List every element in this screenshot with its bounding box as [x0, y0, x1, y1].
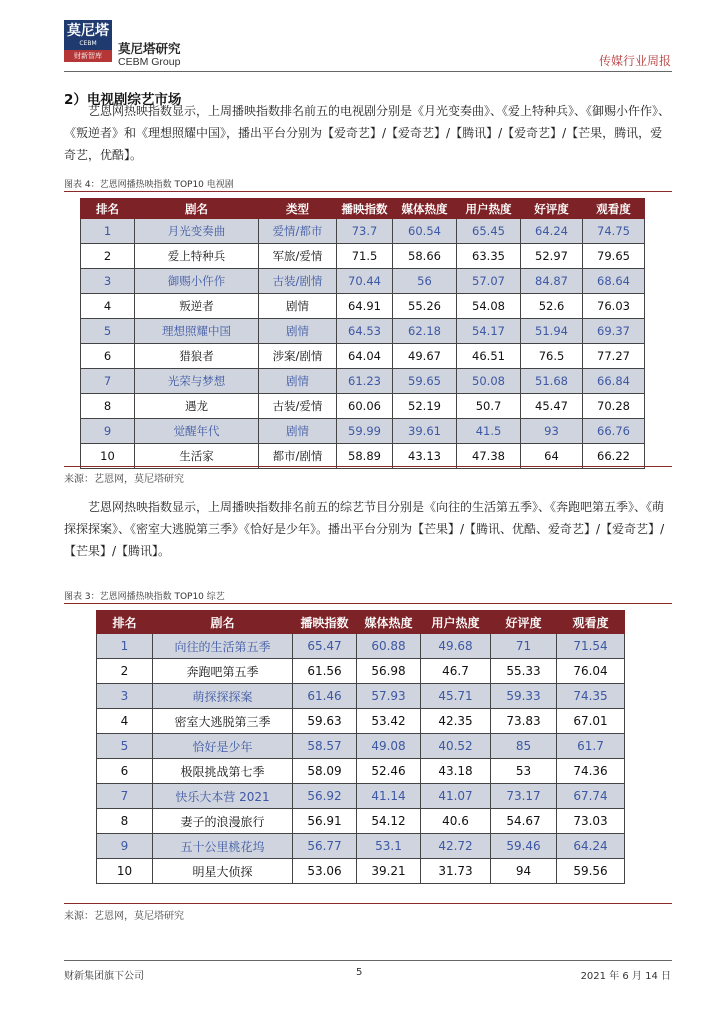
- table-cell: 3: [97, 684, 153, 709]
- table-row: [81, 344, 645, 369]
- column-header: 播映指数: [337, 199, 393, 219]
- table-header-row: [81, 199, 645, 219]
- table-cell: 57.07: [457, 269, 521, 294]
- table-tv-caption-divider: [64, 191, 672, 192]
- table-cell: 理想照耀中国: [135, 319, 259, 344]
- table-cell: 63.35: [457, 244, 521, 269]
- table-row: [81, 219, 645, 244]
- column-header: 播映指数: [293, 611, 357, 634]
- footer-divider: [64, 960, 672, 961]
- table-cell: 49.08: [357, 734, 421, 759]
- table-cell: 94: [491, 859, 557, 884]
- table-cell: 猎狼者: [135, 344, 259, 369]
- table-cell: 45.71: [421, 684, 491, 709]
- table-header-row: [97, 611, 625, 634]
- table-row: [97, 834, 625, 859]
- table-cell: 58.89: [337, 444, 393, 469]
- table-row: [81, 394, 645, 419]
- company-logo: [64, 20, 112, 62]
- table-cell: 41.5: [457, 419, 521, 444]
- table-cell: 42.35: [421, 709, 491, 734]
- table-cell: 9: [81, 419, 135, 444]
- table-cell: 74.36: [557, 759, 625, 784]
- table-cell: 40.52: [421, 734, 491, 759]
- table-cell: 31.73: [421, 859, 491, 884]
- table-cell: 77.27: [583, 344, 645, 369]
- table-cell: 59.99: [337, 419, 393, 444]
- table-cell: 47.38: [457, 444, 521, 469]
- table-cell: 66.22: [583, 444, 645, 469]
- logo-text: 莫尼塔: [67, 23, 109, 39]
- table-tv-source-divider: [64, 466, 672, 467]
- table-cell: 叛逆者: [135, 294, 259, 319]
- table-row: [81, 444, 645, 469]
- table-cell: 6: [81, 344, 135, 369]
- table-cell: 39.61: [393, 419, 457, 444]
- table-cell: 52.97: [521, 244, 583, 269]
- table-cell: 51.68: [521, 369, 583, 394]
- table-cell: 67.01: [557, 709, 625, 734]
- table-cell: 61.23: [337, 369, 393, 394]
- table-cell: 御赐小仵作: [135, 269, 259, 294]
- table-cell: 69.37: [583, 319, 645, 344]
- table-cell: 7: [81, 369, 135, 394]
- table-cell: 10: [97, 859, 153, 884]
- table-cell: 生活家: [135, 444, 259, 469]
- table-cell: 1: [97, 634, 153, 659]
- table-cell: 萌探探探案: [153, 684, 293, 709]
- table-row: [97, 709, 625, 734]
- table-cell: 59.56: [557, 859, 625, 884]
- table-cell: 68.64: [583, 269, 645, 294]
- table-row: [81, 319, 645, 344]
- table-cell: 明星大侦探: [153, 859, 293, 884]
- variety-ranking-table: [96, 610, 625, 884]
- table-cell: 5: [97, 734, 153, 759]
- table-cell: 43.18: [421, 759, 491, 784]
- table-cell: 56.92: [293, 784, 357, 809]
- table-cell: 59.46: [491, 834, 557, 859]
- paragraph-variety: 艺恩网热映指数显示，上周播映指数排名前五的综艺节目分别是《向往的生活第五季》、《奔跑吧第五季》、《萌探探探案》、《密室大逃脱第三季》《恰好是少年》。播出平台分别为【芒果】/【腾讯、优酷、爱奇艺】/【爱奇艺】/【芒果】/【腾讯】。: [64, 500, 665, 558]
- table-cell: 43.13: [393, 444, 457, 469]
- table-cell: 59.63: [293, 709, 357, 734]
- column-header: 用户热度: [457, 199, 521, 219]
- table-cell: 8: [97, 809, 153, 834]
- table-variety-caption: 图表 3：艺恩网播热映指数 TOP10 综艺: [64, 592, 225, 602]
- table-cell: 64.24: [521, 219, 583, 244]
- table-cell: 46.51: [457, 344, 521, 369]
- table-cell: 79.65: [583, 244, 645, 269]
- header-divider: [64, 71, 672, 72]
- table-variety-source-divider: [64, 903, 672, 904]
- table-cell: 56.98: [357, 659, 421, 684]
- table-cell: 4: [97, 709, 153, 734]
- table-cell: 65.45: [457, 219, 521, 244]
- table-cell: 73.7: [337, 219, 393, 244]
- table-cell: 55.33: [491, 659, 557, 684]
- table-cell: 58.57: [293, 734, 357, 759]
- table-cell: 爱上特种兵: [135, 244, 259, 269]
- table-row: [97, 859, 625, 884]
- table-cell: 60.54: [393, 219, 457, 244]
- table-cell: 62.18: [393, 319, 457, 344]
- table-cell: 快乐大本营 2021: [153, 784, 293, 809]
- column-header: 剧名: [153, 611, 293, 634]
- table-row: [81, 369, 645, 394]
- table-cell: 41.07: [421, 784, 491, 809]
- table-cell: 84.87: [521, 269, 583, 294]
- table-row: [81, 419, 645, 444]
- table-tv-caption: 图表 4：艺恩网播热映指数 TOP10 电视剧: [64, 180, 234, 190]
- table-cell: 55.26: [393, 294, 457, 319]
- table-cell: 61.7: [557, 734, 625, 759]
- table-cell: 56.91: [293, 809, 357, 834]
- table-cell: 67.74: [557, 784, 625, 809]
- table-cell: 剧情: [259, 369, 337, 394]
- table-cell: 53.42: [357, 709, 421, 734]
- table-cell: 40.6: [421, 809, 491, 834]
- page-number: 5: [356, 967, 363, 978]
- table-cell: 52.46: [357, 759, 421, 784]
- table-row: [97, 809, 625, 834]
- table-tv-source: 来源：艺恩网，莫尼塔研究: [64, 474, 184, 485]
- footer-company: 财新集团旗下公司: [64, 971, 144, 982]
- table-cell: 73.17: [491, 784, 557, 809]
- table-cell: 爱情/都市: [259, 219, 337, 244]
- table-row: [81, 244, 645, 269]
- table-cell: 五十公里桃花坞: [153, 834, 293, 859]
- column-header: 观看度: [583, 199, 645, 219]
- table-cell: 64.24: [557, 834, 625, 859]
- table-cell: 59.65: [393, 369, 457, 394]
- column-header: 好评度: [521, 199, 583, 219]
- section-title: 2）电视剧综艺市场: [64, 92, 182, 108]
- table-cell: 6: [97, 759, 153, 784]
- report-date: 2021 年 6 月 14 日: [580, 971, 671, 982]
- column-header: 媒体热度: [357, 611, 421, 634]
- table-cell: 74.35: [557, 684, 625, 709]
- table-cell: 39.21: [357, 859, 421, 884]
- table-cell: 52.6: [521, 294, 583, 319]
- table-cell: 2: [97, 659, 153, 684]
- table-cell: 5: [81, 319, 135, 344]
- table-cell: 74.75: [583, 219, 645, 244]
- table-variety-source: 来源：艺恩网，莫尼塔研究: [64, 911, 184, 922]
- table-cell: 71: [491, 634, 557, 659]
- table-cell: 93: [521, 419, 583, 444]
- table-cell: 涉案/剧情: [259, 344, 337, 369]
- table-cell: 54.17: [457, 319, 521, 344]
- table-cell: 73.83: [491, 709, 557, 734]
- table-cell: 57.93: [357, 684, 421, 709]
- table-cell: 46.7: [421, 659, 491, 684]
- table-cell: 56: [393, 269, 457, 294]
- table-cell: 50.08: [457, 369, 521, 394]
- table-cell: 42.72: [421, 834, 491, 859]
- column-header: 用户热度: [421, 611, 491, 634]
- table-cell: 66.76: [583, 419, 645, 444]
- table-cell: 都市/剧情: [259, 444, 337, 469]
- table-cell: 41.14: [357, 784, 421, 809]
- logo-sub-text: CEBM: [79, 40, 97, 47]
- table-cell: 8: [81, 394, 135, 419]
- table-cell: 58.66: [393, 244, 457, 269]
- table-cell: 53: [491, 759, 557, 784]
- table-cell: 56.77: [293, 834, 357, 859]
- paragraph-tv: 艺恩网热映指数显示，上周播映指数排名前五的电视剧分别是《月光变奏曲》、《爱上特种兵》、《御赐小仵作》、《叛逆者》和《理想照耀中国》，播出平台分别为【爱奇艺】/【爱奇艺】/【腾讯】/【爱奇艺】/【芒果，腾讯，爱奇艺，优酷】。: [64, 104, 671, 162]
- table-cell: 9: [97, 834, 153, 859]
- table-cell: 极限挑战第七季: [153, 759, 293, 784]
- table-cell: 54.67: [491, 809, 557, 834]
- table-cell: 61.46: [293, 684, 357, 709]
- table-cell: 64: [521, 444, 583, 469]
- table-cell: 奔跑吧第五季: [153, 659, 293, 684]
- table-cell: 古装/剧情: [259, 269, 337, 294]
- table-cell: 71.54: [557, 634, 625, 659]
- table-row: [97, 734, 625, 759]
- table-row: [97, 634, 625, 659]
- report-type: 传媒行业周报: [598, 54, 671, 68]
- table-cell: 剧情: [259, 419, 337, 444]
- table-cell: 60.06: [337, 394, 393, 419]
- table-cell: 遇龙: [135, 394, 259, 419]
- tv-ranking-table: [80, 198, 645, 469]
- table-row: [81, 294, 645, 319]
- table-cell: 64.91: [337, 294, 393, 319]
- table-cell: 3: [81, 269, 135, 294]
- table-cell: 76.5: [521, 344, 583, 369]
- column-header: 媒体热度: [393, 199, 457, 219]
- table-cell: 古装/爱情: [259, 394, 337, 419]
- column-header: 排名: [81, 199, 135, 219]
- table-row: [97, 759, 625, 784]
- table-cell: 7: [97, 784, 153, 809]
- table-cell: 54.12: [357, 809, 421, 834]
- table-row: [97, 684, 625, 709]
- table-cell: 4: [81, 294, 135, 319]
- table-cell: 59.33: [491, 684, 557, 709]
- table-cell: 73.03: [557, 809, 625, 834]
- table-variety-caption-divider: [64, 603, 672, 604]
- table-cell: 65.47: [293, 634, 357, 659]
- table-cell: 45.47: [521, 394, 583, 419]
- table-cell: 光荣与梦想: [135, 369, 259, 394]
- table-cell: 53.1: [357, 834, 421, 859]
- table-cell: 58.09: [293, 759, 357, 784]
- table-cell: 70.44: [337, 269, 393, 294]
- table-cell: 2: [81, 244, 135, 269]
- table-cell: 60.88: [357, 634, 421, 659]
- table-cell: 密室大逃脱第三季: [153, 709, 293, 734]
- table-row: [97, 784, 625, 809]
- table-cell: 76.03: [583, 294, 645, 319]
- column-header: 剧名: [135, 199, 259, 219]
- table-cell: 64.53: [337, 319, 393, 344]
- table-cell: 49.68: [421, 634, 491, 659]
- table-cell: 61.56: [293, 659, 357, 684]
- column-header: 好评度: [491, 611, 557, 634]
- table-cell: 49.67: [393, 344, 457, 369]
- table-cell: 76.04: [557, 659, 625, 684]
- table-cell: 71.5: [337, 244, 393, 269]
- table-row: [97, 659, 625, 684]
- table-cell: 军旅/爱情: [259, 244, 337, 269]
- table-cell: 恰好是少年: [153, 734, 293, 759]
- table-cell: 剧情: [259, 294, 337, 319]
- brand-name-cn: 莫尼塔研究: [118, 41, 181, 56]
- logo-strip-text: 财新智库: [64, 50, 112, 62]
- table-cell: 70.28: [583, 394, 645, 419]
- table-cell: 53.06: [293, 859, 357, 884]
- table-cell: 10: [81, 444, 135, 469]
- table-cell: 1: [81, 219, 135, 244]
- column-header: 观看度: [557, 611, 625, 634]
- table-cell: 64.04: [337, 344, 393, 369]
- table-cell: 54.08: [457, 294, 521, 319]
- table-cell: 月光变奏曲: [135, 219, 259, 244]
- table-cell: 觉醒年代: [135, 419, 259, 444]
- table-row: [81, 269, 645, 294]
- column-header: 类型: [259, 199, 337, 219]
- table-cell: 妻子的浪漫旅行: [153, 809, 293, 834]
- table-cell: 向往的生活第五季: [153, 634, 293, 659]
- column-header: 排名: [97, 611, 153, 634]
- table-cell: 51.94: [521, 319, 583, 344]
- table-cell: 85: [491, 734, 557, 759]
- table-cell: 66.84: [583, 369, 645, 394]
- table-cell: 剧情: [259, 319, 337, 344]
- table-cell: 50.7: [457, 394, 521, 419]
- brand-name-en: CEBM Group: [118, 56, 181, 68]
- table-cell: 52.19: [393, 394, 457, 419]
